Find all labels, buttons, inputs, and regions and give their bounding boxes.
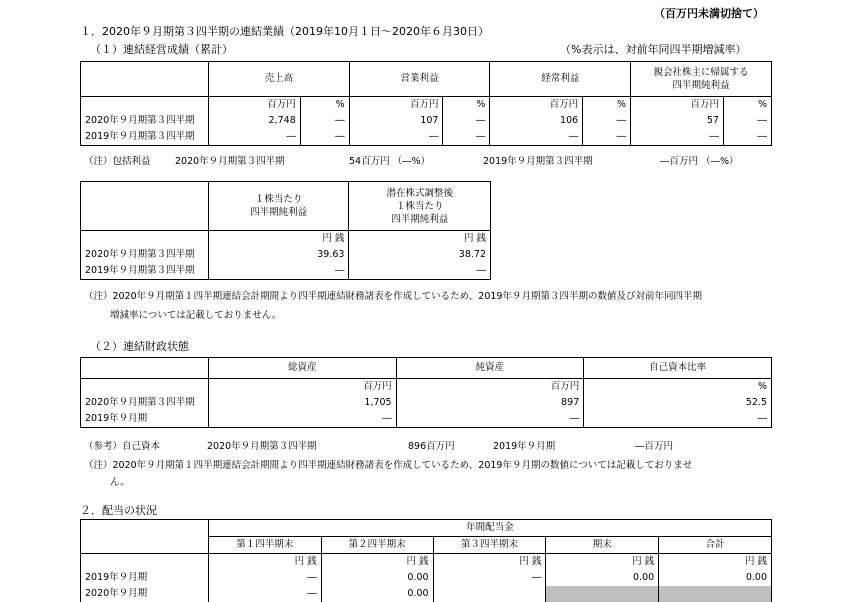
header-sales: 売上高 [208,62,349,97]
comp-income-period-1: 2020年９月期第３四半期 [175,156,285,167]
unit-pct: % [443,97,490,114]
div-total: 0.00 [659,570,772,586]
net-pct: ― [723,129,771,146]
section-1-title: １．2020年９月期第３四半期の連結業績（2019年10月１日～2020年６月30日） [80,25,489,38]
diluted-eps-value: 38.72 [349,247,491,263]
table-row [81,263,491,280]
eps-header-1-line2: 四半期純利益 [250,207,308,218]
op-value: ― [349,129,443,146]
comp-income-period-2: 2019年９月期第３四半期 [483,156,593,167]
equity-period-1: 2020年９月期第３四半期 [207,441,317,452]
div-q1: ― [208,570,321,586]
fin-unit-2: 百万円 [396,379,584,396]
table-row [81,395,772,411]
eps-note-line1: （注）2020年９月期第１四半期連結会計期間より四半期連結財務諸表を作成しているため、2019年９月期第３四半期の数値及び対前年同四半期 [84,291,702,302]
ord-pct: ― [583,129,631,146]
div-unit: 円 銭 [433,554,546,571]
section-1-2-title: （２）連結財政状態 [90,340,189,353]
eps-unit: 円 銭 [208,231,349,248]
section-1-1-title: （１）連結経営成績（累計） [90,43,233,56]
ord-value: 106 [490,113,583,129]
row-label: 2020年９月期第３四半期 [81,395,209,411]
fin-note-line1: （注）2020年９月期第１四半期連結会計期間より四半期連結財務諸表を作成しているため、2019年９月期の数値については記載しておりませ [84,460,693,471]
net-assets-value: 897 [396,395,584,411]
header-annual-dividend: 年間配当金 [208,520,771,537]
eps-header-2 [349,182,491,231]
header-net-income-line2: 四半期純利益 [672,80,730,91]
fin-unit-3: % [584,379,772,396]
financial-position-table [80,357,772,428]
div-q1: ― [208,586,321,602]
ord-pct: ― [583,113,631,129]
header-ordinary-income: 経常利益 [490,62,631,97]
table-row [81,113,772,129]
header-total: 合計 [659,537,772,554]
row-label: 2019年９月期第３四半期 [81,129,209,146]
sales-pct: ― [300,129,349,146]
div-unit: 円 銭 [659,554,772,571]
header-operating-income: 営業利益 [349,62,490,97]
pct-note: （%表示は、対前年同四半期増減率） [560,43,747,56]
eps-header-1 [208,182,349,231]
equity-ratio-value: 52.5 [584,395,772,411]
sales-pct: ― [300,113,349,129]
row-label: 2020年９月期第３四半期 [81,113,209,129]
unit-money: 百万円 [208,97,300,114]
diluted-eps-value: ― [349,263,491,280]
unit-pct: % [723,97,771,114]
results-header-blank [81,62,209,97]
eps-header-blank [81,182,209,231]
eps-value: ― [208,263,349,280]
unit-money: 百万円 [490,97,583,114]
row-label: 2020年９月期第３四半期 [81,247,209,263]
comp-income-label: （注）包括利益 [84,156,151,167]
div-unit: 円 銭 [208,554,321,571]
op-value: 107 [349,113,443,129]
div-year-end: 0.00 [546,570,659,586]
header-year-end: 期末 [546,537,659,554]
table-row [81,129,772,146]
div-unit: 円 銭 [321,554,433,571]
net-assets-value: ― [396,411,584,428]
eps-table [80,181,491,280]
header-equity-ratio: 自己資本比率 [584,358,772,379]
ord-value: ― [490,129,583,146]
eps-header-2-line3: 四半期純利益 [391,213,449,225]
sales-value: ― [208,129,300,146]
total-assets-value: ― [208,411,396,428]
unit-money: 百万円 [631,97,724,114]
eps-header-2-line1: 潜在株式調整後 [386,187,453,199]
net-value: 57 [631,113,724,129]
equity-ratio-value: ― [584,411,772,428]
equity-value-2: ―百万円 [635,441,674,452]
net-pct: ― [723,113,771,129]
div-q2: 0.00 [321,586,433,602]
table-row [81,411,772,428]
div-unit: 円 銭 [546,554,659,571]
total-assets-value: 1,705 [208,395,396,411]
eps-unit: 円 銭 [349,231,491,248]
op-pct: ― [443,129,490,146]
div-q2: 0.00 [321,570,433,586]
header-total-assets: 総資産 [208,358,396,379]
equity-value-1: 896百万円 [408,441,455,452]
unit-note: （百万円未満切捨て） [654,7,764,20]
comp-income-value-1: 54百万円 （―%） [349,156,431,167]
eps-value: 39.63 [208,247,349,263]
op-pct: ― [443,113,490,129]
unit-money: 百万円 [349,97,443,114]
eps-header-2-line2: １株当たり [395,200,444,212]
unit-pct: % [300,97,349,114]
dividend-table [80,519,772,602]
eps-note-line2: 増減率については記載しておりません。 [110,310,282,321]
row-label: 2019年９月期 [81,411,209,428]
fin-unit-1: 百万円 [208,379,396,396]
equity-label: （参考）自己資本 [84,441,161,452]
comp-income-value-2: ―百万円 （―%） [660,156,739,167]
results-table [80,61,772,146]
fin-note-line2: ん。 [110,477,130,488]
row-label: 2019年９月期第３四半期 [81,263,209,280]
unit-pct: % [583,97,631,114]
net-value: ― [631,129,724,146]
header-q2-end: 第２四半期末 [321,537,433,554]
header-net-income-line1: 親会社株主に帰属する [653,67,749,78]
header-net-assets: 純資産 [396,358,584,379]
equity-period-2: 2019年９月期 [493,441,556,452]
row-label: 2019年９月期 [81,570,209,586]
header-q3-end: 第３四半期末 [433,537,546,554]
eps-header-1-line1: １株当たり [254,194,303,205]
header-net-income [631,62,772,97]
fin-header-blank [81,358,209,379]
row-label: 2020年９月期 [81,586,209,602]
header-q1-end: 第１四半期末 [208,537,321,554]
section-2-title: ２．配当の状況 [80,504,157,517]
table-row [81,247,491,263]
sales-value: 2,748 [208,113,300,129]
div-q3: ― [433,570,546,586]
div-header-blank [81,520,209,554]
table-row [81,570,772,586]
